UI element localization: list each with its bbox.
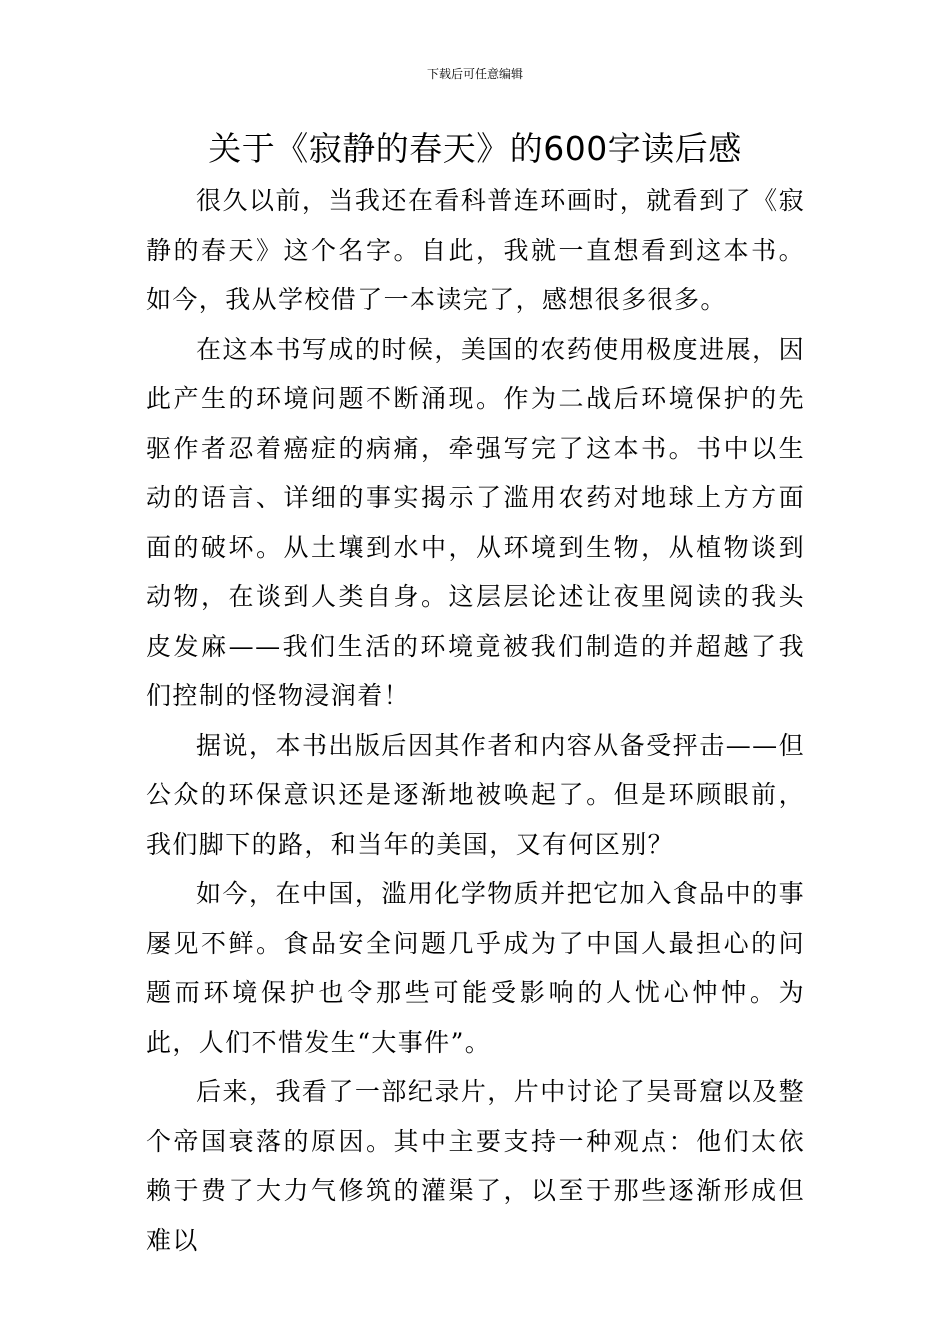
paragraph: 很久以前，当我还在看科普连环画时，就看到了《寂静的春天》这个名字。自此，我就一直想看到这本书。如今，我从学校借了一本读完了，感想很多很多。 <box>146 186 805 314</box>
paragraph: 据说，本书出版后因其作者和内容从备受抨击——但公众的环保意识还是逐渐地被唤起了。但是环顾眼前，我们脚下的路，和当年的美国，又有何区别？ <box>146 730 805 859</box>
paragraph: 在这本书写成的时候，美国的农药使用极度进展，因此产生的环境问题不断涌现。作为二战后环境保护的先驱作者忍着癌症的病痛，牵强写完了这本书。书中以生动的语言、详细的事实揭示了滥用农药对地球上方方面面的破坏。从土壤到水中，从环境到生物，从植物谈到动物，在谈到人类自身。这层层论述让夜里阅读的我头皮发麻——我们生活的环境竟被我们制造的并超越了我们控制的怪物浸润着！ <box>146 334 805 710</box>
document-body <box>146 176 805 1265</box>
paragraph: 如今，在中国，滥用化学物质并把它加入食品中的事屡见不鲜。食品安全问题几乎成为了中国人最担心的问题而环境保护也令那些可能受影响的人忧心忡忡。为此，人们不惜发生“大事件”。 <box>146 879 805 1057</box>
document-title: 关于《寂静的春天》的600字读后感 <box>208 129 742 168</box>
header-note: 下载后可任意编辑 <box>426 67 523 81</box>
paragraph: 后来，我看了一部纪录片，片中讨论了吴哥窟以及整个帝国衰落的原因。其中主要支持一种观点：他们太依赖于费了大力气修筑的灌渠了，以至于那些逐渐形成但难以 <box>146 1077 805 1255</box>
